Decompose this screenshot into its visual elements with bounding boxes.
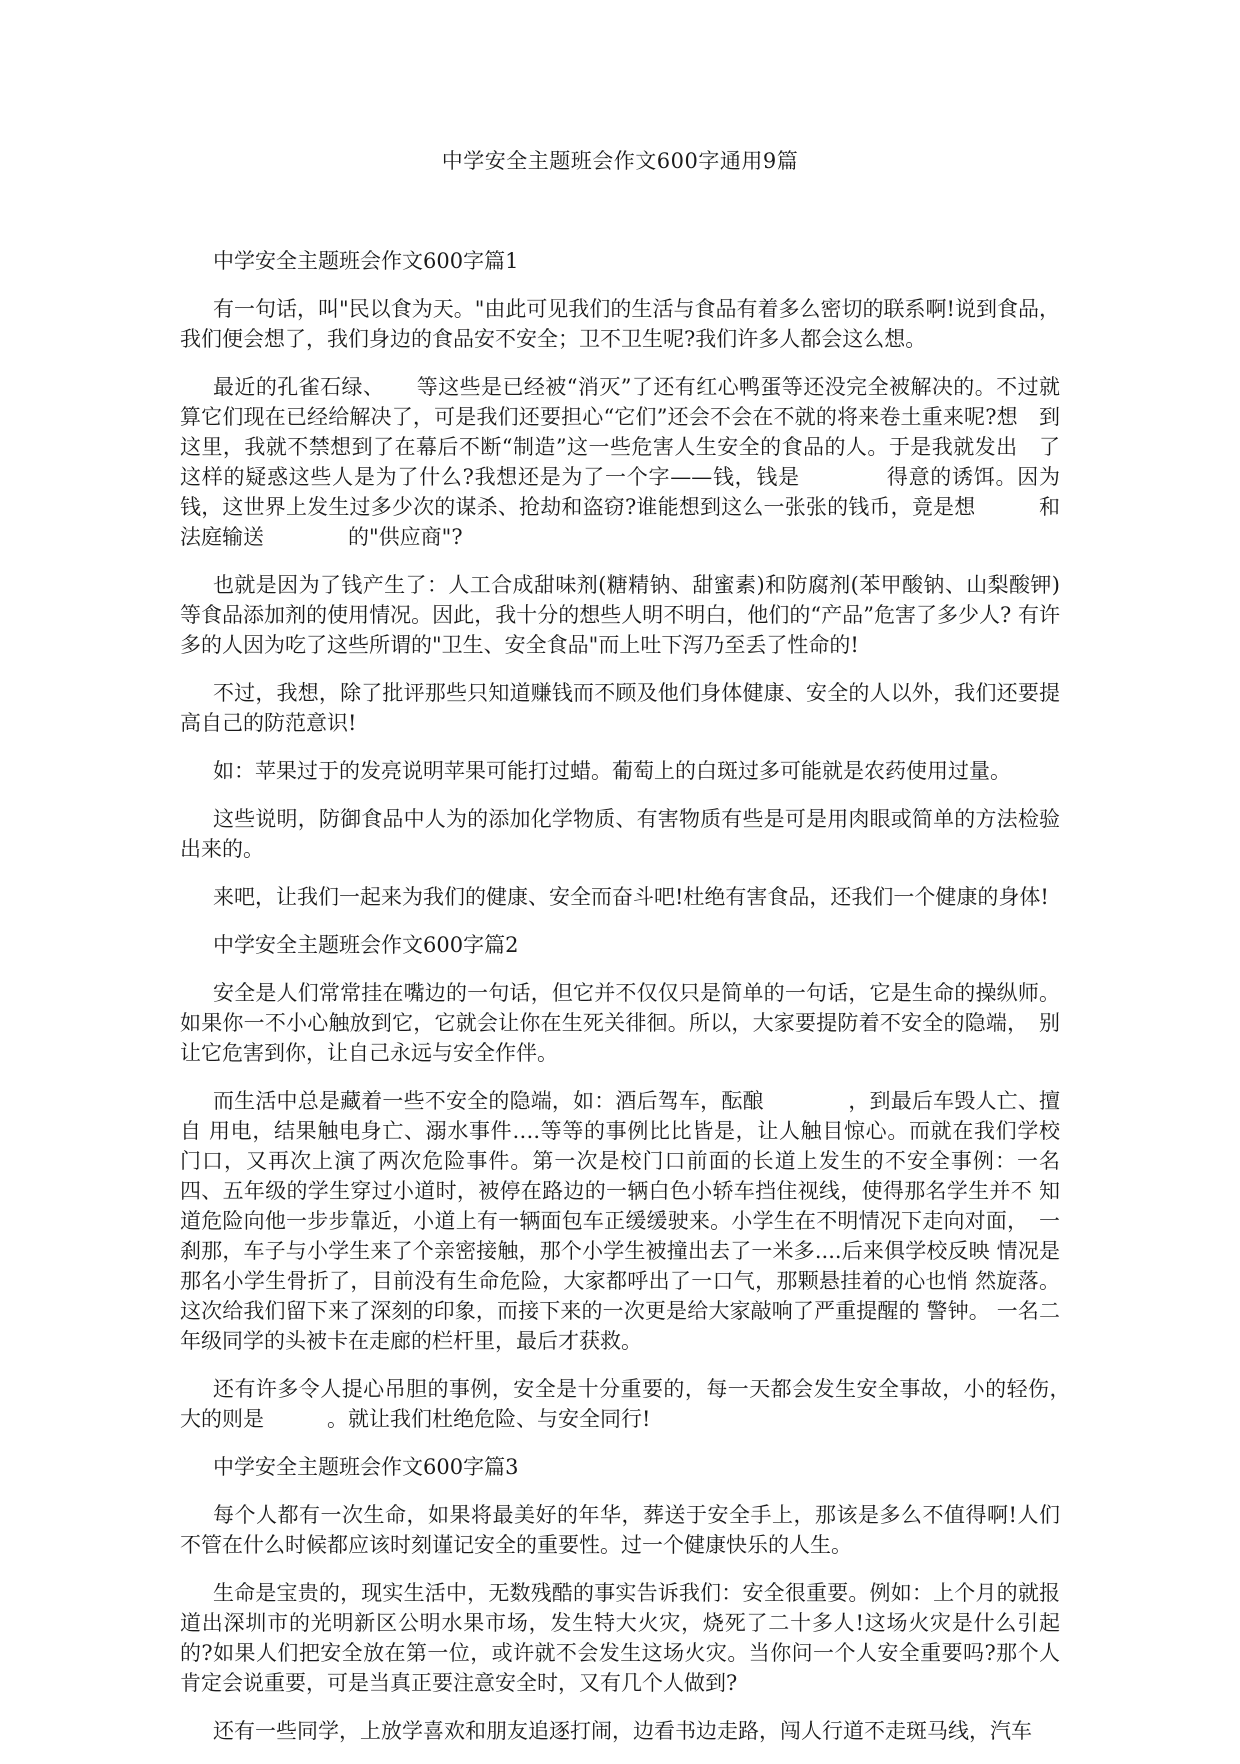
body-paragraph: 来吧，让我们一起来为我们的健康、安全而奋斗吧!杜绝有害食品，还我们一个健康的身体! [213,885,1049,909]
section-heading: 中学安全主题班会作文600字篇1 [213,249,519,273]
body-paragraph: 这些说明，防御食品中人为的添加化学物质、有害物质有些是可是用肉眼或简单的方法检验出来的。 [180,807,1060,861]
section-heading: 中学安全主题班会作文600字篇3 [213,1455,519,1479]
body-paragraph: 最近的孔雀石绿、 等这些是已经被“消灭”了还有红心鸭蛋等还没完全被解决的。不过就 算它们现在已经给解决了，可是我们还要担心“它们”还会不会在不就的将来卷土重来呢?想 到这里，我就不禁想到了在幕后不断“制造”这一些危害人生安全的食品的人。于是我就发出 了这样的疑惑这些人是为了什么?我想还是为了一个字——钱，钱是 得意的诱饵。因为 钱，这世界上发生过多少次的谋杀、抢劫和盗窃?谁能想到这么一张张的钱币，竟是想 和法庭输送 的"供应商"? [180,375,1060,549]
body-paragraph: 还有许多令人提心吊胆的事例，安全是十分重要的，每一天都会发生安全事故，小的轻伤， 大的则是 。就让我们杜绝危险、与安全同行! [180,1377,1081,1431]
body-paragraph: 还有一些同学，上放学喜欢和朋友追逐打闹，边看书边走路，闯人行道不走斑马线，汽车 [213,1719,1032,1743]
document-body [180,246,1081,1764]
body-paragraph: 如：苹果过于的发亮说明苹果可能打过蜡。葡萄上的白斑过多可能就是农药使用过量。 [213,759,1011,783]
body-paragraph: 而生活中总是藏着一些不安全的隐端，如：酒后驾车，酝酿 ，到最后车毁人亡、擅自 用电，结果触电身亡、溺水事件….等等的事例比比皆是，让人触目惊心。而就在我们学校 门口，又再次上演了两次危险事件。第一次是校门口前面的长道上发生的不安全事例：一名 四、五年级的学生穿过小道时，被停在路边的一辆白色小轿车挡住视线，使得那名学生并不 知道危险向他一步步靠近，小道上有一辆面包车正缓缓驶来。小学生在不明情况下走向对面， 一刹那，车子与小学生来了个亲密接触，那个小学生被撞出去了一米多....后来俱学校反映 情况是那名小学生骨折了，目前没有生命危险，大家都呼出了一口气，那颗悬挂着的心也悄 然旋落。这次给我们留下来了深刻的印象，而接下来的一次更是给大家敲响了严重提醒的 警钟。 一名二年级同学的头被卡在走廊的栏杆里，最后才获救。 [180,1089,1060,1353]
body-paragraph: 不过，我想，除了批评那些只知道赚钱而不顾及他们身体健康、安全的人以外，我们还要提高自己的防范意识! [180,681,1060,735]
body-paragraph: 生命是宝贵的，现实生活中，无数残酷的事实告诉我们：安全很重要。例如：上个月的就报道出深圳市的光明新区公明水果市场，发生特大火灾，烧死了二十多人!这场火灾是什么引起的?如果人们把安全放在第一位，或许就不会发生这场火灾。当你问一个人安全重要吗?那个人肯定会说重要，可是当真正要注意安全时，又有几个人做到? [180,1581,1060,1695]
body-paragraph: 也就是因为了钱产生了：人工合成甜味剂(糖精钠、甜蜜素)和防腐剂(苯甲酸钠、山梨酸钾) 等食品添加剂的使用情况。因此，我十分的想些人明不明白，他们的“产品”危害了多少人? 有许多的人因为吃了这些所谓的"卫生、安全食品"而上吐下泻乃至丢了性命的! [180,573,1060,657]
body-paragraph: 安全是人们常常挂在嘴边的一句话，但它并不仅仅只是简单的一句话，它是生命的操纵师。 如果你一不小心触放到它，它就会让你在生死关徘徊。所以，大家要提防着不安全的隐端， 别让它危害到你，让自己永远与安全作伴。 [180,981,1060,1065]
section-heading: 中学安全主题班会作文600字篇2 [213,933,519,957]
body-paragraph: 有一句话，叫"民以食为天。"由此可见我们的生活与食品有着多么密切的联系啊!说到食品，我们便会想了，我们身边的食品安不安全；卫不卫生呢?我们许多人都会这么想。 [180,297,1060,351]
document-title: 中学安全主题班会作文600字通用9篇 [441,149,799,173]
body-paragraph: 每个人都有一次生命，如果将最美好的年华，葬送于安全手上，那该是多么不值得啊!人们不管在什么时候都应该时刻谨记安全的重要性。过一个健康快乐的人生。 [180,1503,1060,1557]
